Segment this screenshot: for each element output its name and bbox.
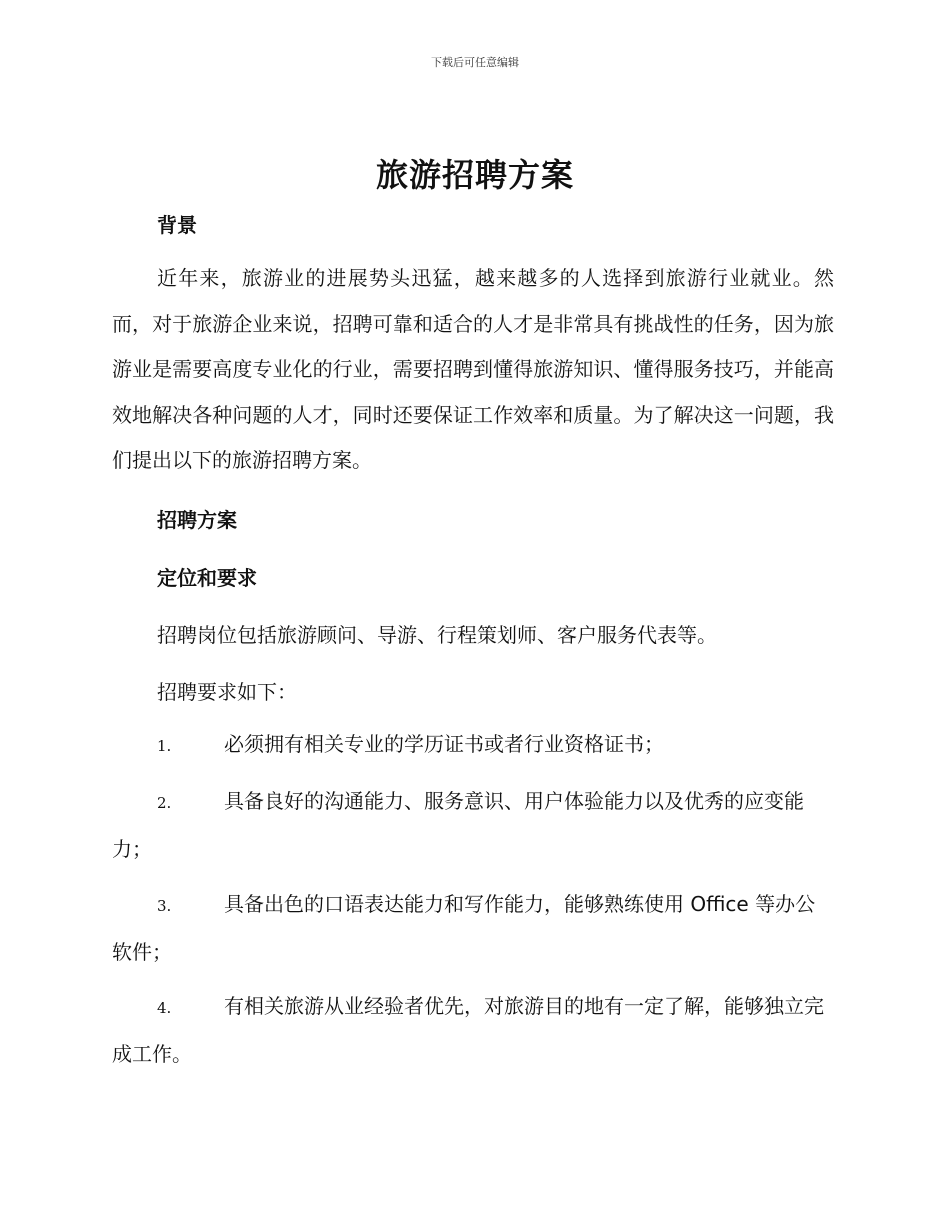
section-heading-plan: 招聘方案 — [157, 508, 237, 532]
page-header-note: 下载后可任意编辑 — [431, 56, 519, 69]
document-title: 旅游招聘方案 — [375, 156, 574, 194]
requirement-text: 有相关旅游从业经验者优先，对旅游目的地有一定了解，能够独立完成工作。 — [112, 994, 824, 1066]
section-heading-positioning: 定位和要求 — [157, 566, 257, 590]
section-heading-background: 背景 — [157, 213, 197, 237]
requirement-text: 必须拥有相关专业的学历证书或者行业资格证书； — [224, 732, 664, 756]
requirement-number: 4. — [157, 999, 172, 1017]
requirement-item — [112, 882, 834, 975]
requirement-text: 具备出色的口语表达能力和写作能力，能够熟练使用 Office 等办公软件； — [112, 892, 816, 964]
background-paragraph: 近年来，旅游业的进展势头迅猛，越来越多的人选择到旅游行业就业。然而，对于旅游企业来说，招聘可靠和适合的人才是非常具有挑战性的任务，因为旅游业是需要高度专业化的行业，需要招聘到懂得旅游知识、懂得服务技巧，并能高效地解决各种问题的人才，同时还要保证工作效率和质量。为了解决这一问题，我们提出以下的旅游招聘方案。 — [112, 266, 834, 472]
requirement-number: 3. — [157, 897, 172, 915]
requirement-number: 1. — [157, 737, 172, 755]
positions-line: 招聘岗位包括旅游顾问、导游、行程策划师、客户服务代表等。 — [157, 623, 717, 647]
requirement-number: 2. — [157, 794, 172, 812]
requirement-item — [112, 779, 834, 872]
requirements-intro: 招聘要求如下： — [157, 680, 297, 704]
requirement-item — [112, 722, 834, 770]
requirement-item — [112, 984, 834, 1077]
requirement-text: 具备良好的沟通能力、服务意识、用户体验能力以及优秀的应变能力； — [112, 789, 804, 861]
